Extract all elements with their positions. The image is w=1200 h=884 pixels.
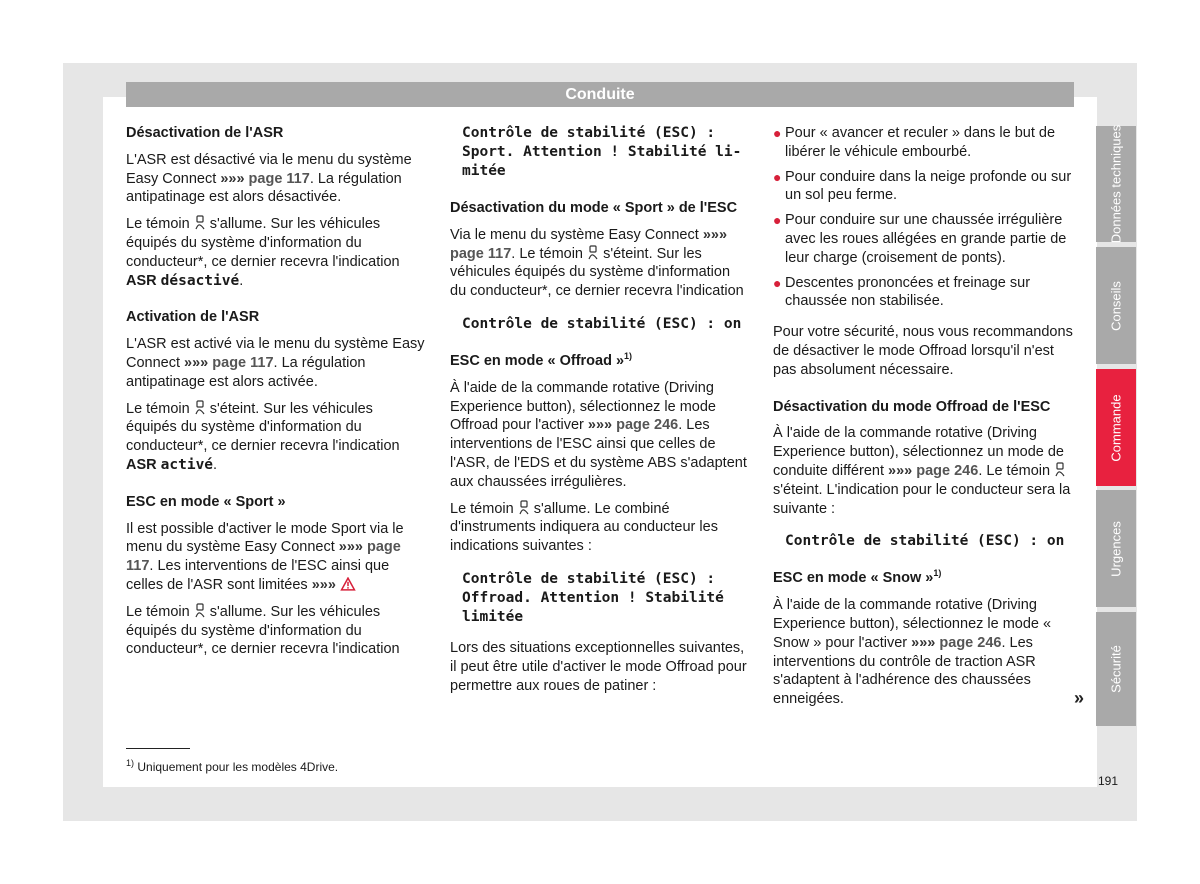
- reference-arrow-icon: »»»: [338, 539, 363, 556]
- page-link[interactable]: page 117: [450, 245, 512, 262]
- reference-arrow-icon: »»»: [911, 634, 936, 651]
- tab-donnees-techniques[interactable]: Données techniques: [1096, 126, 1136, 242]
- paragraph: L'ASR est désactivé via le menu du système Easy Connect »»» page 117. La régulation antipatinage est alors désactivée.: [126, 151, 412, 206]
- bullet-dot-icon: ●: [773, 212, 782, 229]
- list-item: ● Pour conduire dans la neige profonde ou sur un sol peu ferme.: [773, 168, 1072, 204]
- footnote-divider: [126, 748, 190, 749]
- list-item: ● Pour « avancer et reculer » dans le but de libérer le véhicule embourbé.: [773, 125, 1056, 160]
- heading-esc-snow: ESC en mode « Snow »$^{1)}$: [773, 568, 942, 587]
- esc-warning-light-icon: [1054, 462, 1066, 477]
- paragraph: Via le menu du système Easy Connect »»» page 117. Le témoin s'éteint. Sur les véhicules équipés du système d'information du conducteur*, ce dernier recevra l'indication: [450, 226, 744, 300]
- page-link[interactable]: page 246: [916, 462, 979, 479]
- reference-arrow-icon: »»»: [888, 462, 913, 479]
- warning-triangle-icon[interactable]: [340, 577, 356, 591]
- paragraph: À l'aide de la commande rotative (Driving Experience button), sélectionnez le mode « Snow » pour l'activer »»» page 246. Les interventions du contrôle de traction ASR s'adaptent à l'adhérence des chaussées enneigées.: [773, 597, 1052, 708]
- heading-offroad-deactivation: Désactivation du mode Offroad de l'ESC: [773, 398, 1051, 415]
- list-item: ● Descentes prononcées et freinage sur chaussée non stabilisée.: [773, 274, 1031, 310]
- page-link[interactable]: page 117: [248, 170, 310, 187]
- paragraph: Il est possible d'activer le mode Sport via le menu du système Easy Connect »»» page 117. Les interventions de l'ESC ainsi que celles de l'ASR sont limitées »»»: [126, 520, 404, 593]
- esc-warning-light-icon: [194, 215, 206, 230]
- paragraph: Le témoin s'allume. Le combiné d'instruments indiquera au conducteur les indications suivantes :: [450, 500, 718, 555]
- page-link[interactable]: page 117: [212, 354, 274, 371]
- reference-arrow-icon: »»»: [587, 417, 613, 434]
- bullet-dot-icon: ●: [773, 168, 782, 185]
- tab-securite[interactable]: Sécurité: [1096, 612, 1136, 726]
- esc-warning-light-icon: [587, 245, 599, 260]
- column-1: [126, 124, 426, 667]
- display-message-sport: Contrôle de stabilité (ESC) : Sport. Attention ! Stabilité li- mitée: [462, 125, 742, 179]
- paragraph: Pour votre sécurité, nous vous recommandons de désactiver le mode Offroad lorsqu'il n'est pas absolument nécessaire.: [773, 324, 1073, 378]
- paragraph: Le témoin s'éteint. Sur les véhicules équipés du système d'information du conducteur*, ce dernier recevra l'indication ASR activé.: [126, 400, 400, 473]
- paragraph: L'ASR est activé via le menu du système Easy Connect »»» page 117. La régulation antipatinage est alors activée.: [126, 336, 425, 390]
- page-link[interactable]: page 246: [616, 417, 679, 434]
- section-header: Conduite: [126, 82, 1074, 107]
- tab-conseils[interactable]: Conseils: [1096, 247, 1136, 364]
- tab-commande[interactable]: Commande: [1096, 369, 1136, 486]
- reference-arrow-icon: »»»: [311, 576, 336, 593]
- heading-sport-deactivation: Désactivation du mode « Sport » de l'ESC: [450, 200, 738, 216]
- page-number: 191: [1098, 774, 1119, 788]
- tab-urgences[interactable]: Urgences: [1096, 490, 1136, 607]
- paragraph: À l'aide de la commande rotative (Driving Experience button), sélectionnez le mode Offroad pour l'activer »»» page 246. Les interventions de l'ESC ainsi que celles de l'ASR, de l'EDS et du système ABS s'adaptent aux chaussées irrégulières.: [450, 379, 747, 490]
- esc-warning-light-icon: [518, 500, 530, 515]
- paragraph: Le témoin s'allume. Sur les véhicules équipés du système d'information du conducteur*, ce dernier recevra l'indication ASR désactivé.: [126, 216, 400, 289]
- heading-esc-offroad: ESC en mode « Offroad »$^{1)}$: [450, 351, 633, 369]
- list-item: ● Pour conduire sur une chaussée irrégulière avec les roues allégées en grande partie de leur charge (croisement de ponts).: [773, 212, 1067, 266]
- reference-arrow-icon: »»»: [184, 354, 209, 371]
- paragraph: Lors des situations exceptionnelles suivantes, il peut être utile d'activer le mode Offroad pour permettre aux roues de patiner :: [450, 639, 747, 694]
- page-link[interactable]: page 246: [939, 634, 1002, 651]
- continue-arrow-icon[interactable]: »: [1074, 688, 1085, 708]
- display-message-on: Contrôle de stabilité (ESC) : on: [785, 533, 1065, 550]
- bullet-dot-icon: ●: [773, 274, 782, 291]
- column-3: [773, 124, 1073, 717]
- esc-warning-light-icon: [194, 400, 206, 415]
- column-2: [450, 124, 750, 703]
- page-link[interactable]: page 117: [126, 539, 401, 575]
- heading-asr-activation: Activation de l'ASR: [126, 309, 260, 326]
- footnote: $^{1)}$ Uniquement pour les modèles 4Drive.: [126, 758, 339, 774]
- reference-arrow-icon: »»»: [220, 170, 245, 187]
- paragraph: À l'aide de la commande rotative (Driving Experience button), sélectionnez un mode de conduite différent »»» page 246. Le témoin s'éteint. L'indication pour le conducteur sera la suivante :: [773, 425, 1071, 517]
- bullet-dot-icon: ●: [773, 125, 782, 141]
- display-message-offroad: Contrôle de stabilité (ESC) : Offroad. Attention ! Stabilité limitée: [462, 570, 724, 625]
- esc-warning-light-icon: [194, 603, 206, 618]
- display-message-on: Contrôle de stabilité (ESC) : on: [462, 315, 742, 332]
- paragraph: Le témoin s'allume. Sur les véhicules équipés du système d'information du conducteur*, ce dernier recevra l'indication: [126, 603, 400, 658]
- reference-arrow-icon: »»»: [702, 226, 728, 243]
- heading-asr-deactivation: Désactivation de l'ASR: [126, 125, 284, 141]
- heading-esc-sport: ESC en mode « Sport »: [126, 493, 286, 510]
